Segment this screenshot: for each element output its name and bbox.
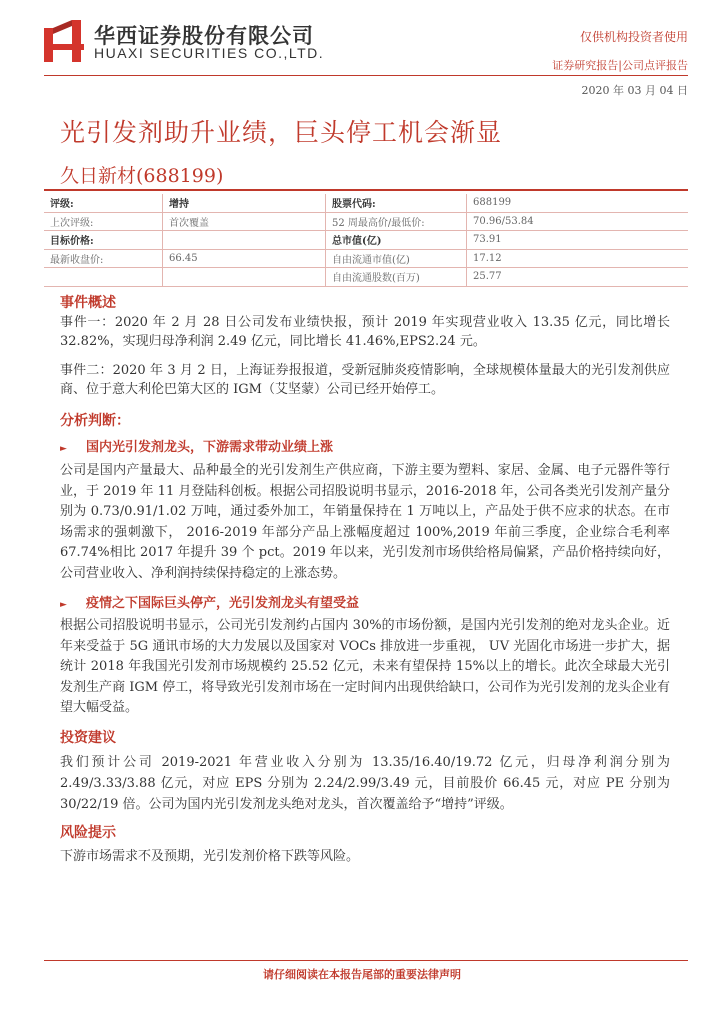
section-heading-analysis: 分析判断： (60, 413, 130, 429)
table-cell: 增持 (163, 194, 326, 212)
table-row (44, 194, 688, 212)
table-cell: 目标价格: (44, 231, 163, 250)
restriction-notice: 仅供机构投资者使用 (579, 30, 688, 44)
subheading-2 (60, 592, 359, 611)
section-heading-invest: 投资建议 (60, 730, 116, 746)
table-cell: 自由流通市值(亿) (326, 249, 467, 268)
company-name-en: HUAXI SECURITIES CO.,LTD. (94, 45, 325, 61)
table-cell: 73.91 (467, 231, 689, 250)
table-cell: 25.77 (467, 268, 689, 287)
table-cell: 70.96/53.84 (467, 212, 689, 231)
table-cell: 评级: (44, 194, 163, 212)
analysis-paragraph-2: 根据公司招股说明书显示，公司光引发剂约占国内 30%的市场份额，是国内光引发剂的绝对龙头企业。近年来受益于 5G 通讯市场的大力发展以及国家对 VOCs 排放进一步重视， UV 光固化市场进一步扩大，据统计 2018 年我国光引发剂市场规模约 25.52 亿元，未来有望保持 15%以上的增长。此次全球最大光引发剂生产商 IGM 停工，将导致光引发剂市场在一定时间内出现供给缺口，公司作为光引发剂的龙头企业有望大幅受益。 (60, 618, 670, 716)
table-cell: 66.45 (163, 249, 326, 268)
subheading-1 (60, 436, 333, 455)
table-row (44, 231, 688, 250)
triangle-bullet-icon: ► (60, 600, 67, 610)
table-cell (163, 268, 326, 287)
table-cell: 股票代码: (326, 194, 467, 212)
subheading-2-text: 疫情之下国际巨头停产，光引发剂龙头有望受益 (86, 596, 360, 611)
report-date: 2020 年 03 月 04 日 (581, 84, 688, 97)
table-cell: 17.12 (467, 249, 689, 268)
section-heading-event: 事件概述 (60, 295, 116, 311)
title-divider (44, 189, 688, 191)
table-cell: 总市值(亿) (326, 231, 467, 250)
table-cell: 最新收盘价: (44, 249, 163, 268)
table-cell: 上次评级: (44, 212, 163, 231)
table-cell: 688199 (467, 194, 689, 212)
analysis-paragraph-1: 公司是国内产量最大、品种最全的光引发剂生产供应商，下游主要为塑料、家居、金属、电子元器件等行业，于 2019 年 11 月登陆科创板。根据公司招股说明书显示，2016-2018 年，公司各类光引发剂产量分别为 0.73/0.91/1.02 万吨，通过委外加工，年销量保持在 1 万吨以上，产品处于供不应求的状态。在市场需求的强刺激下， 2016-2019 年部分产品上涨幅度超过 100%,2019 年前三季度，企业综合毛利率 67.74%相比 2017 年提升 39 个 pct。2019 年以来，光引发剂市场供给格局偏紧，产品价格持续向好，公司营业收入、净利润持续保持稳定的上涨态势。 (60, 463, 670, 581)
invest-paragraph: 我们预计公司 2019-2021 年营业收入分别为 13.35/16.40/19.72 亿元，归母净利润分别为 2.49/3.33/3.88 亿元，对应 EPS 分别为 2.24/2.99/3.49 元，目前股价 66.45 元，对应 PE 分别为 30/22/19 倍。公司为国内光引发剂龙头绝对龙头，首次覆盖给予“增持”评级。 (60, 755, 670, 812)
report-type: 证券研究报告|公司点评报告 (552, 59, 688, 72)
header-divider (44, 75, 688, 76)
event-paragraph-1: 事件一：2020 年 2 月 28 日公司发布业绩快报，预计 2019 年实现营业收入 13.35 亿元，同比增长 32.82%，实现归母净利润 2.49 亿元，同比增长 41.46%,EPS2.24 元。 (60, 315, 670, 349)
footer-divider (44, 960, 688, 961)
table-row (44, 268, 688, 287)
table-cell (163, 231, 326, 250)
table-cell (44, 268, 163, 287)
huaxi-logo-icon (44, 20, 84, 62)
legal-disclaimer: 请仔细阅读在本报告尾部的重要法律声明 (263, 968, 461, 981)
table-cell: 52 周最高价/最低价: (326, 212, 467, 231)
table-row (44, 212, 688, 231)
table-row (44, 249, 688, 268)
stock-name: 久日新材(688199) (60, 165, 224, 187)
stock-info-table (44, 194, 688, 287)
subheading-1-text: 国内光引发剂龙头，下游需求带动业绩上涨 (86, 440, 334, 455)
table-cell: 首次覆盖 (163, 212, 326, 231)
section-heading-risk: 风险提示 (60, 825, 116, 841)
report-title: 光引发剂助升业绩，巨头停工机会渐显 (60, 118, 503, 147)
event-paragraph-2: 事件二：2020 年 3 月 2 日，上海证券报报道，受新冠肺炎疫情影响，全球规模体量最大的光引发剂供应商、位于意大利伦巴第大区的 IGM（艾坚蒙）公司已经开始停工。 (60, 363, 670, 397)
table-cell: 自由流通股数(百万) (326, 268, 467, 287)
triangle-bullet-icon: ► (60, 444, 67, 454)
company-name-cn: 华西证券股份有限公司 (94, 24, 314, 48)
risk-paragraph: 下游市场需求不及预期，光引发剂价格下跌等风险。 (60, 849, 360, 864)
